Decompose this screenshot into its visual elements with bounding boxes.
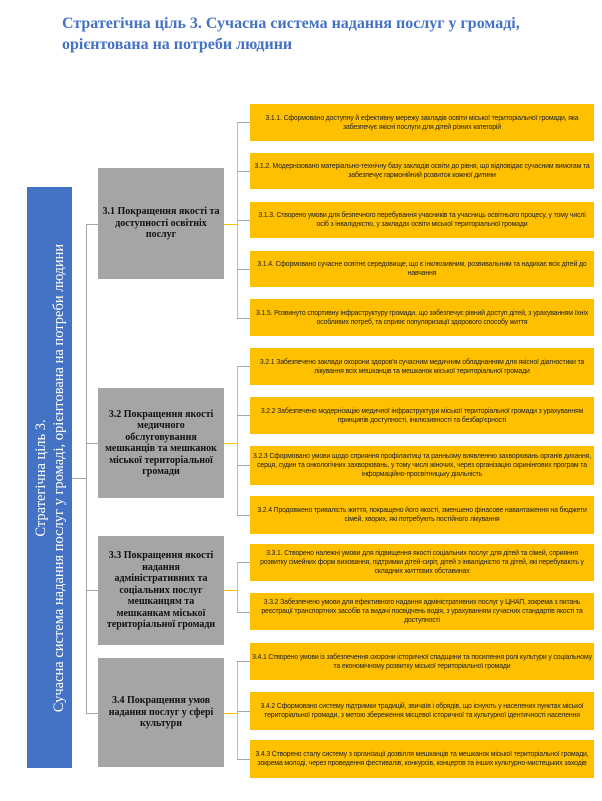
result-box-3-2-1: 3.2.1 Забезпечено заклади охорони здоров'я сучасним медичним обладнанням для якісної діагностики та лікування всіх мешканців та мешканок міської територіальної громади — [250, 348, 594, 385]
result-box-3-1-1: 3.1.1. Сформовано доступну й ефективну мережу закладів освіти міської територіальної громади, яка забезпечує якісні послуги для дітей різних категорій — [250, 104, 594, 141]
result-connector — [237, 612, 250, 613]
bracket-line — [224, 590, 237, 591]
result-connector — [237, 122, 250, 123]
result-connector — [237, 415, 250, 416]
bracket-line — [224, 713, 237, 714]
result-box-3-4-3: 3.4.3 Створено сталу систему з організації дозвілля мешканців та мешканок міської територіальної громади, зокрема молоді, через проведення фестивалів, конкурсів, концертів та інших культурно-мистецьких заходів — [250, 740, 594, 778]
result-connector — [237, 515, 250, 516]
result-connector — [237, 759, 250, 760]
result-connector — [237, 171, 250, 172]
result-connector — [237, 269, 250, 270]
task-box-3-3: 3.3 Покращення якості надання адміністративних та соціальних послуг мешканцям та мешканкам міської територіальної громади — [98, 536, 224, 645]
strategic-goal-line1: Стратегічна ціль 3. — [32, 418, 49, 537]
result-box-3-2-3: 3.2.3 Сформовано умови щодо сприяння профілактиці та ранньому виявленню захворювань органів дихання, серця, судин та онкологічних захворювань, у тому числі жіночих, через організацію скринінгових програм та інформаційно-просвітницьку діяльність — [250, 446, 594, 485]
result-connector — [237, 711, 250, 712]
connector-line — [86, 224, 87, 714]
result-box-3-1-3: 3.1.3. Створено умови для безпечного перебування учасників та учасниць освітнього процесу, у тому числі осіб з інвалідністю, у закладах освіти міської територіальної громади — [250, 202, 594, 238]
result-box-3-4-1: 3.4.1 Створено умови із забезпечення охорони історичної спадщини та посилення ролі культури у соціальному та економічному розвитку міської територіальної громади — [250, 643, 594, 680]
task-box-3-1: 3.1 Покращення якості та доступності освітніх послуг — [98, 168, 224, 279]
result-box-3-3-2: 3.3.2 Забезпечено умови для ефективного надання адміністративних послуг у ЦНАП, зокрема з питань реєстрації транспортних засобів та видачі посвідчень водія, з урахуванням сучасних стандартів якості та доступності — [250, 593, 594, 630]
connector-line — [86, 224, 98, 225]
result-connector — [237, 661, 250, 662]
bracket-line — [224, 224, 237, 225]
bracket-line — [237, 366, 238, 515]
result-connector — [237, 318, 250, 319]
result-box-3-2-4: 3.2.4 Продовжено тривалість життя, покращено його якості, зменшено фінасове навантаження на бюджети сімей, хворих, які потребують постійного лікування — [250, 496, 594, 534]
bracket-line — [237, 562, 238, 612]
page-title: Стратегічна ціль 3. Сучасна система надання послуг у громаді, орієнтована на потреби людини — [62, 15, 520, 53]
strategic-goal-line2: Сучасна система надання послуг у громаді, орієнтована на потреби людини — [50, 243, 67, 712]
result-connector — [237, 465, 250, 466]
result-box-3-2-2: 3.2.2 Забезпечено модернізацію медичної інфраструктури міської територіальної громади з урахуванням принципів доступності, інклюзивності та безбар'єрності — [250, 397, 594, 434]
bracket-line — [224, 443, 237, 444]
result-box-3-1-4: 3.1.4. Сформовано сучасне освітнє середовище, що є інклюзивним, розвивальним та надихає всіх дітей до навчання — [250, 251, 594, 287]
connector-line — [72, 478, 86, 479]
result-connector — [237, 366, 250, 367]
task-box-3-4: 3.4 Покращення умов надання послуг у сфері культури — [98, 658, 224, 767]
result-box-3-4-2: 3.4.2 Сформовано систему підтримки традицій, звичаїв і обрядів, що існують у населених пунктах міської територіальної громади, з метою збереження місцевої історичної та культурної ідентичності населення — [250, 692, 594, 730]
connector-line — [86, 590, 98, 591]
result-connector — [237, 562, 250, 563]
task-box-3-2: 3.2 Покращення якості медичного обслуговування мешканців та мешканок міської територіальної громади — [98, 388, 224, 498]
result-connector — [237, 220, 250, 221]
connector-line — [86, 713, 98, 714]
result-box-3-1-2: 3.1.2. Модернізовано матеріально-технічну базу закладів освіти до рівня, що відповідає сучасним вимогам та забезпечує гармонійний розвиток кожної дитини — [250, 153, 594, 189]
result-box-3-1-5: 3.1.5. Розвинуто спортивну інфраструктуру громади, що забезпечує рівний доступ дітей, з урахуванням їхніх особливих потреб, та сприяє популяризації здорового способу життя — [250, 299, 594, 336]
strategic-goal-text — [32, 190, 68, 765]
bracket-line — [237, 661, 238, 759]
strategic-goal-box — [27, 187, 72, 768]
result-box-3-3-1: 3.3.1. Створено належні умови для підвищення якості соціальних послуг для дітей та сімей, сприяння розвитку сімейних форм виховання, підтримки дітей-сиріт, дітей з інвалідністю та дітей, які перебувають у складних життєвих обставинах — [250, 544, 594, 581]
connector-line — [86, 443, 98, 444]
